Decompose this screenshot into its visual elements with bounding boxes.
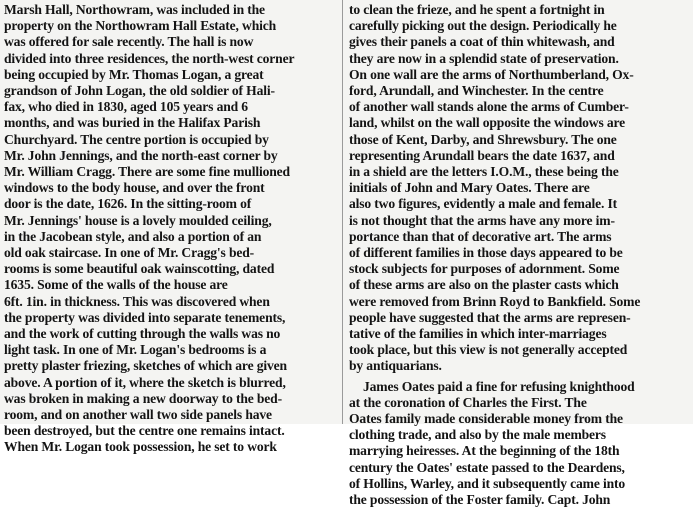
article-text-line: marrying heiresses. At the beginning of the 18th bbox=[349, 443, 620, 459]
article-text-line: divided into three residences, the north-west corner bbox=[4, 50, 295, 66]
article-text-line: When Mr. Logan took possession, he set to work bbox=[4, 439, 277, 455]
article-text-line: those of Kent, Darby, and Shrewsbury. The one bbox=[349, 131, 617, 147]
column-divider bbox=[342, 0, 343, 424]
article-text-line: was broken in making a new doorway to the bed- bbox=[4, 390, 282, 406]
article-text-line: ford, Arundall, and Winchester. In the centre bbox=[349, 83, 604, 99]
article-text-line: to clean the frieze, and he spent a fortnight in bbox=[349, 2, 605, 17]
article-text-line: of different families in those days appeared to be bbox=[349, 245, 623, 261]
article-text-line: light task. In one of Mr. Logan's bedrooms is a bbox=[4, 342, 267, 358]
article-text-line: took place, but this view is not generally accepted bbox=[349, 342, 628, 358]
article-text-line: old oak staircase. In one of Mr. Cragg's bed- bbox=[4, 245, 255, 261]
article-text-line: of Hollins, Warley, and it subsequently came into bbox=[349, 475, 626, 491]
article-text-line: 1635. Some of the walls of the house are bbox=[4, 277, 228, 293]
article-text-line: and the work of cutting through the walls was no bbox=[4, 326, 281, 342]
article-text-line: also two figures, evidently a male and female. It bbox=[349, 196, 618, 212]
article-text-line: were removed from Brinn Royd to Bankfield. Some bbox=[349, 293, 641, 309]
article-text-line: of another wall stands alone the arms of Cumber- bbox=[349, 99, 629, 115]
article-text-line: above. A portion of it, where the sketch is blurred, bbox=[4, 374, 286, 390]
article-text-line: Mr. Jennings' house is a lovely moulded ceiling, bbox=[4, 212, 272, 228]
article-text-line: James Oates paid a fine for refusing knighthood bbox=[363, 378, 635, 394]
article-text-line: windows to the body house, and over the front bbox=[4, 180, 265, 196]
article-text-line: grandson of John Logan, the old soldier of Hali- bbox=[4, 83, 275, 99]
article-text-line: of these arms are also on the plaster casts which bbox=[349, 277, 619, 293]
article-column-right bbox=[349, 2, 689, 508]
article-text-line: Mr. William Cragg. There are some fine mullioned bbox=[4, 164, 290, 180]
article-text-line: representing Arundall bears the date 1637, and bbox=[349, 147, 615, 163]
article-text-line: On one wall are the arms of Northumberland, Ox- bbox=[349, 66, 634, 82]
article-text-line: property on the Northowram Hall Estate, which bbox=[4, 18, 277, 34]
article-text-line: in the Jacobean style, and also a portion of an bbox=[4, 228, 262, 244]
article-text-line: door is the date, 1626. In the sitting-room of bbox=[4, 196, 252, 212]
article-text-line: stock subjects for purposes of adornment. Some bbox=[349, 261, 620, 277]
article-text-line: clothing trade, and also by the male members bbox=[349, 427, 606, 443]
article-text-line: pretty plaster friezing, sketches of which are given bbox=[4, 358, 287, 374]
article-text-line: months, and was buried in the Halifax Parish bbox=[4, 115, 261, 131]
article-text-line: people have suggested that the arms are represen- bbox=[349, 309, 631, 325]
article-text-line: portance than that of decorative art. The arms bbox=[349, 228, 612, 244]
article-text-line: initials of John and Mary Oates. There are bbox=[349, 180, 590, 196]
article-text-line: carefully picking out the design. Periodically he bbox=[349, 18, 617, 34]
article-text-line: Oates family made considerable money from the bbox=[349, 411, 623, 427]
article-text-line: century the Oates' estate passed to the Deardens, bbox=[349, 459, 625, 475]
article-text-line: they are now in a splendid state of preservation. bbox=[349, 50, 619, 66]
article-text-line: gives their panels a coat of thin whitewash, and bbox=[349, 34, 615, 50]
article-text-line: room, and on another wall two side panels have bbox=[4, 407, 272, 423]
article-text-line: by antiquarians. bbox=[349, 358, 442, 374]
article-text-line: at the coronation of Charles the First. The bbox=[349, 394, 587, 410]
article-text-line: land, whilst on the wall opposite the windows are bbox=[349, 115, 626, 131]
article-text-line: 6ft. 1in. in thickness. This was discovered when bbox=[4, 293, 270, 309]
article-text-line: Marsh Hall, Northowram, was included in the bbox=[4, 2, 265, 17]
article-text-line: fax, who died in 1830, aged 105 years and 6 bbox=[4, 99, 248, 115]
article-text-line: the property was divided into separate tenements, bbox=[4, 309, 286, 325]
article-column-left bbox=[4, 2, 338, 456]
article-text-line: Mr. John Jennings, and the north-east corner by bbox=[4, 147, 278, 163]
article-text-line: being occupied by Mr. Thomas Logan, a great bbox=[4, 66, 264, 82]
article-text-line: in a shield are the letters I.O.M., these being the bbox=[349, 164, 619, 180]
article-text-line: is not thought that the arms have any more im- bbox=[349, 212, 615, 228]
article-text-line: Churchyard. The centre portion is occupied by bbox=[4, 131, 269, 147]
article-text-line: the possession of the Foster family. Capt. John bbox=[349, 492, 611, 508]
article-text-line: was offered for sale recently. The hall is now bbox=[4, 34, 254, 50]
article-text-line: rooms is some beautiful oak wainscotting, dated bbox=[4, 261, 275, 277]
article-text-line: been destroyed, but the centre one remains intact. bbox=[4, 423, 285, 439]
article-text-line: tative of the families in which inter-marriages bbox=[349, 326, 607, 342]
